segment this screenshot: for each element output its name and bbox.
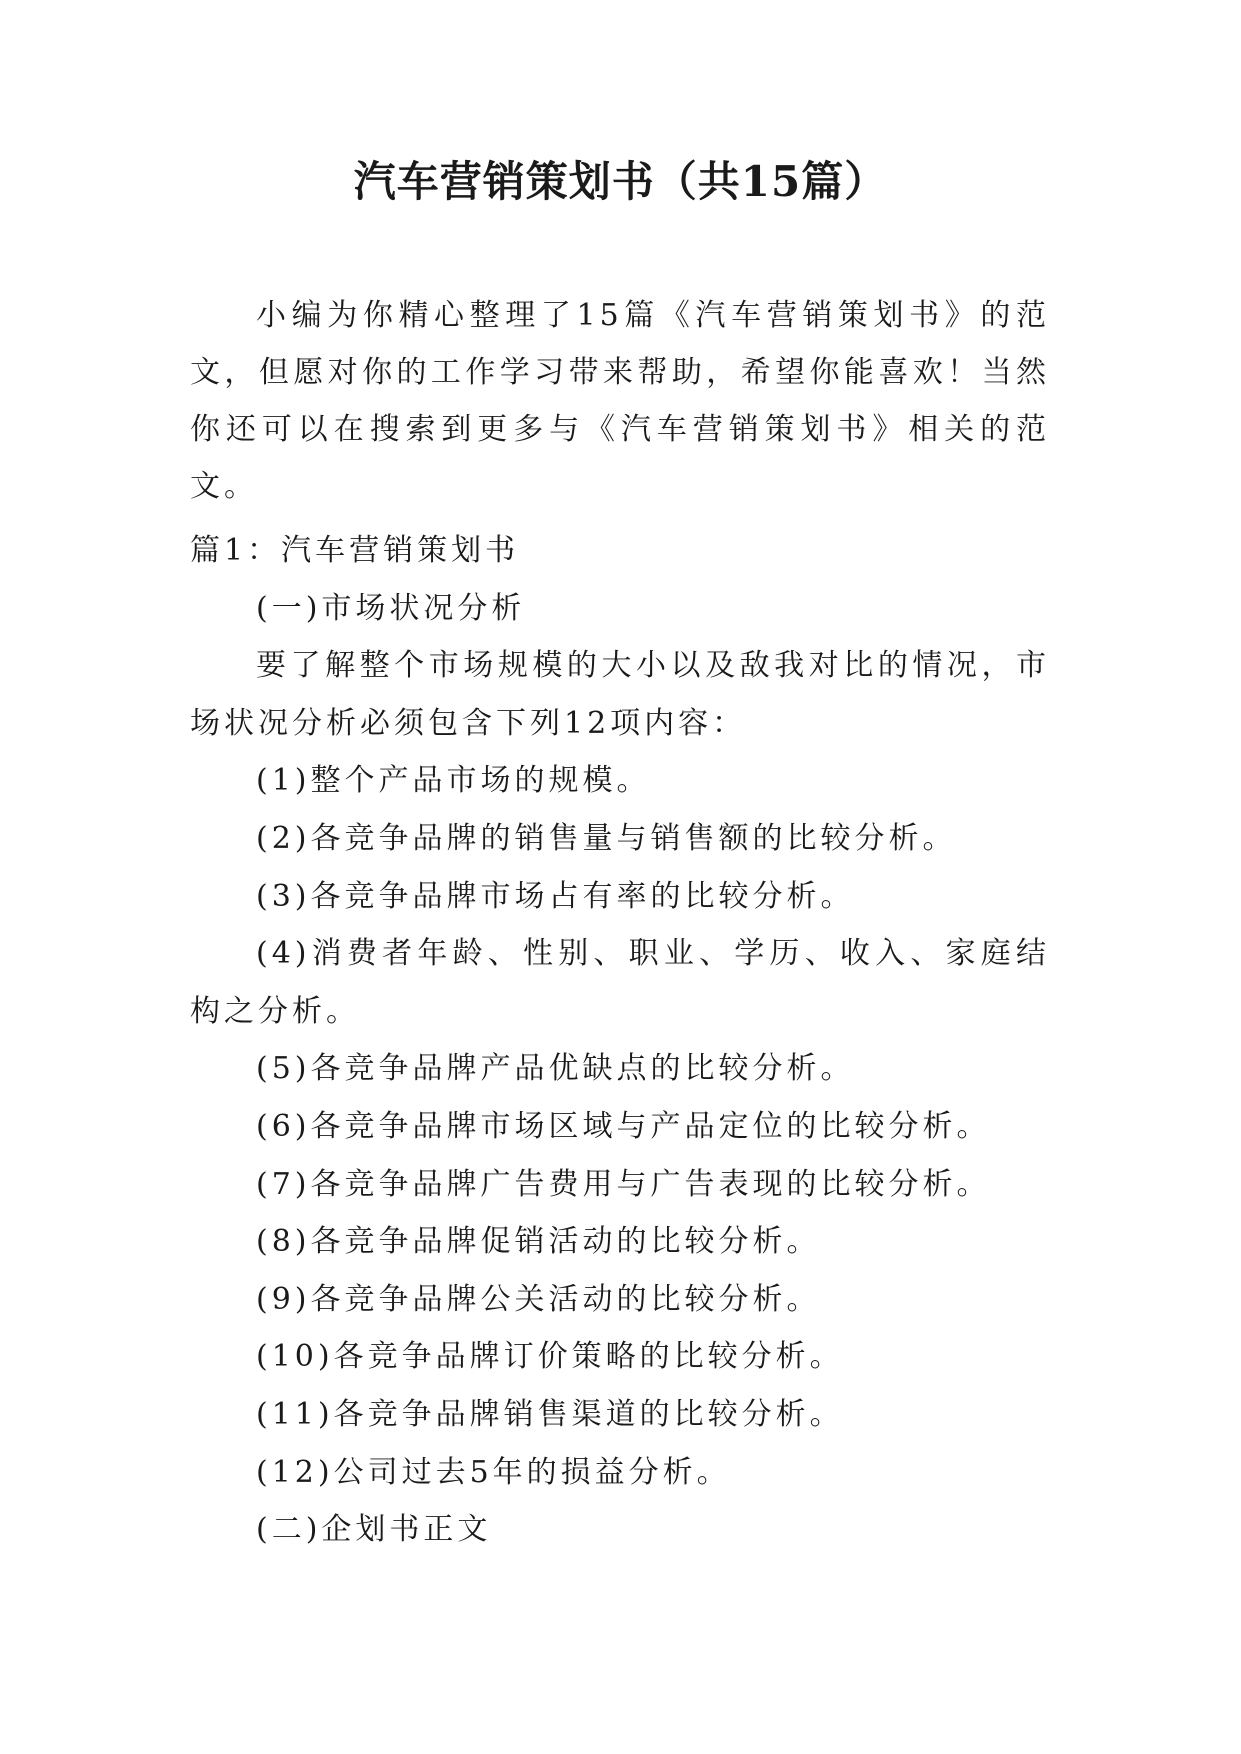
list-item: (11)各竞争品牌销售渠道的比较分析。	[256, 1396, 844, 1432]
document-title: 汽车营销策划书（共15篇）	[353, 157, 888, 206]
list-item: (3)各竞争品牌市场占有率的比较分析。	[256, 878, 855, 914]
section-heading: (一)市场状况分析	[256, 590, 526, 626]
section-intro-paragraph: 要了解整个市场规模的大小以及敌我对比的情况，市场状况分析必须包含下列12项内容：	[190, 648, 1050, 741]
document-body	[190, 522, 1050, 1559]
list-item: (2)各竞争品牌的销售量与销售额的比较分析。	[256, 820, 957, 856]
list-item: (6)各竞争品牌市场区域与产品定位的比较分析。	[256, 1108, 991, 1144]
list-item: (9)各竞争品牌公关活动的比较分析。	[256, 1281, 821, 1317]
list-item: (7)各竞争品牌广告费用与广告表现的比较分析。	[256, 1166, 991, 1202]
list-item: (8)各竞争品牌促销活动的比较分析。	[256, 1224, 821, 1260]
section-heading: (二)企划书正文	[256, 1512, 492, 1548]
list-item: (4)消费者年龄、性别、职业、学历、收入、家庭结构之分析。	[190, 936, 1050, 1029]
list-item: (1)整个产品市场的规模。	[256, 763, 651, 799]
list-item: (12)公司过去5年的损益分析。	[256, 1454, 731, 1490]
list-item: (5)各竞争品牌产品优缺点的比较分析。	[256, 1051, 855, 1087]
intro-paragraph: 小编为你精心整理了15篇《汽车营销策划书》的范文，但愿对你的工作学习带来帮助，希望你能喜欢！当然你还可以在搜索到更多与《汽车营销策划书》相关的范文。	[190, 298, 1050, 504]
list-item: (10)各竞争品牌订价策略的比较分析。	[256, 1339, 844, 1375]
chapter-heading: 篇1：汽车营销策划书	[190, 533, 520, 568]
